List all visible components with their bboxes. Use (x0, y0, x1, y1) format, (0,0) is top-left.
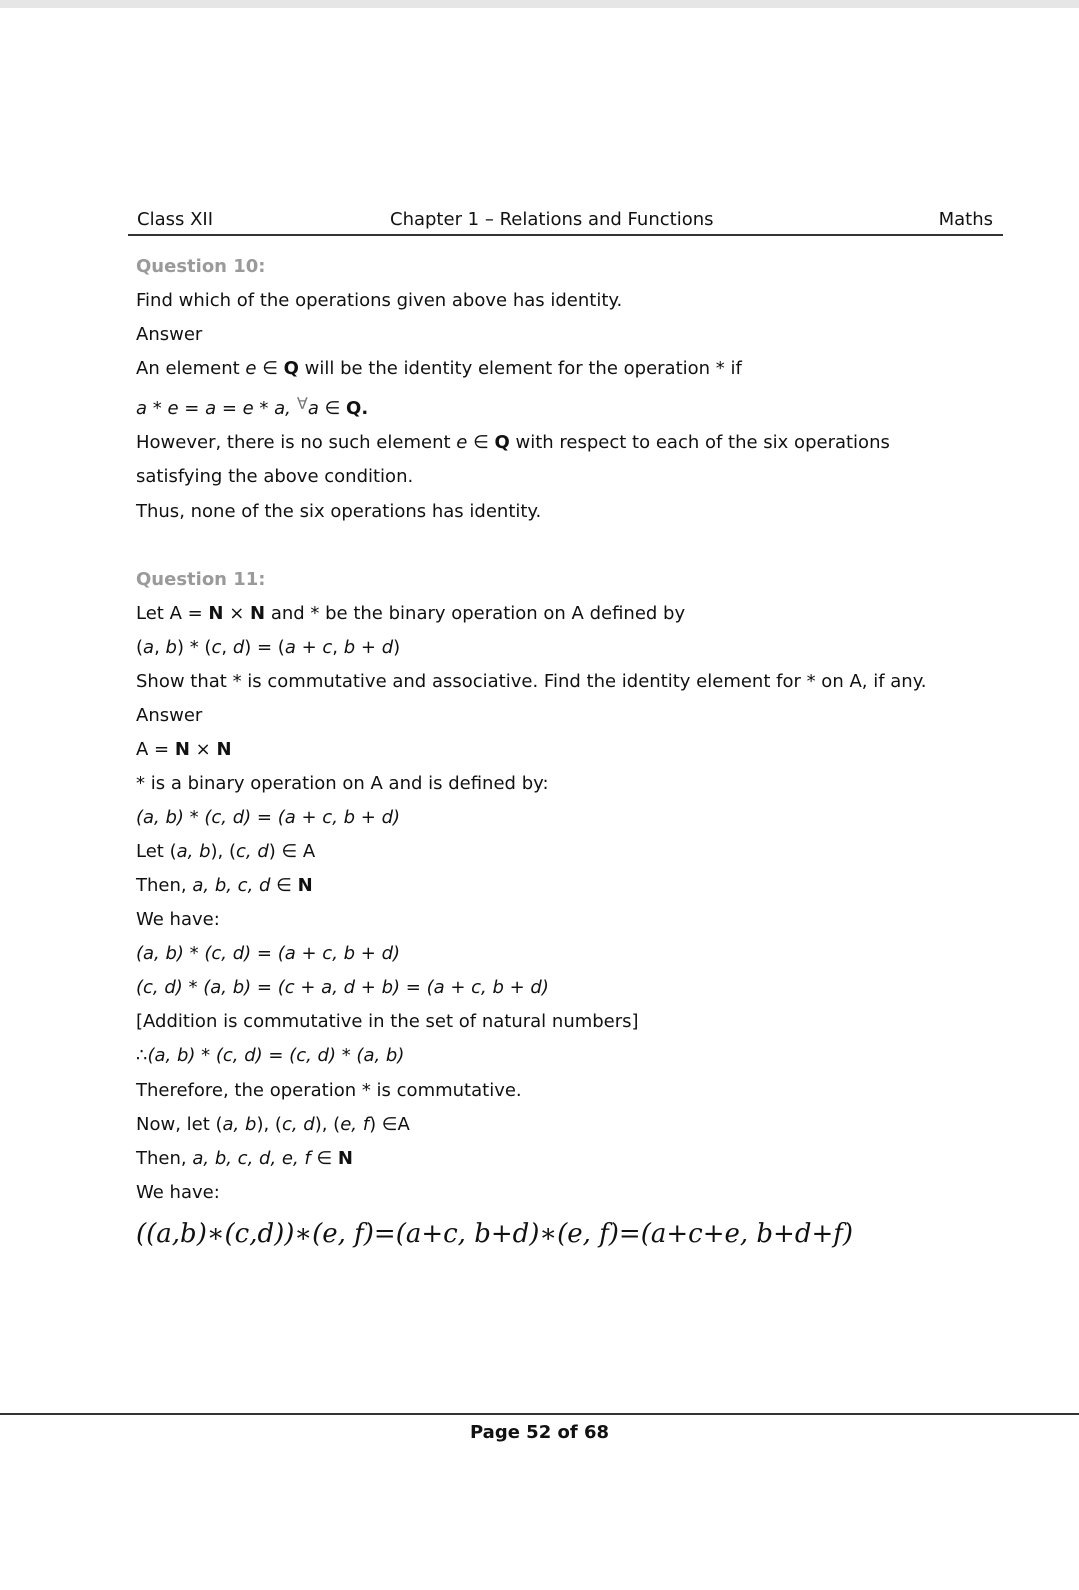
text: Then, (136, 875, 193, 896)
var: d (381, 637, 394, 658)
text: ) ∈A (369, 1114, 410, 1135)
set-n: N (208, 603, 224, 624)
set-n: N (174, 739, 190, 760)
text: Now, let ( (136, 1114, 223, 1135)
set-n: N (337, 1148, 353, 1169)
plus: + (355, 637, 382, 658)
question-10-answer-line-1 (136, 357, 742, 381)
set-q: Q (494, 432, 510, 453)
var: a (143, 637, 155, 658)
set-q: Q (283, 358, 299, 379)
operator: ) * ( (176, 637, 212, 658)
variable-e: e (245, 358, 257, 379)
text: Let ( (136, 841, 177, 862)
vars: a, b (176, 841, 211, 862)
answer-definition: (a, b) * (c, d) = (a + c, b + d) (136, 807, 401, 828)
text: ) ∈ A (268, 841, 316, 862)
variable-e: e (456, 432, 468, 453)
set-q: Q (346, 398, 362, 419)
top-band (0, 0, 1079, 8)
identity-equation: a * e = a = e * a, (136, 398, 291, 419)
answer-set-definition (136, 738, 232, 762)
question-10-answer-line-4: satisfying the above condition. (136, 466, 414, 487)
answer-binary-line: * is a binary operation on A and is defined by: (136, 773, 549, 794)
text: Let A = (136, 603, 209, 624)
commutative-step-1: (a, b) * (c, d) = (a + c, b + d) (136, 943, 401, 964)
footer-divider (0, 1413, 1079, 1415)
comma: , (332, 637, 344, 658)
text: ), ( (256, 1114, 282, 1135)
question-11-answer-label: Answer (136, 705, 203, 726)
times-symbol: × (223, 603, 251, 624)
var: c (211, 637, 222, 658)
commutative-step-2: (c, d) * (a, b) = (c + a, d + b) = (a + c, b + d) (136, 977, 549, 998)
period: . (361, 398, 369, 419)
element-of-symbol: ∈ (270, 875, 298, 896)
question-11-definition (136, 636, 400, 660)
commutative-conclusion: Therefore, the operation * is commutative. (136, 1080, 522, 1101)
commutative-note: [Addition is commutative in the set of natural numbers] (136, 1011, 639, 1032)
comma: , (154, 637, 166, 658)
vars: a, b, c, d, e, f (192, 1148, 311, 1169)
paren: ( (136, 637, 144, 658)
vars: c, d (281, 1114, 315, 1135)
comma: , (221, 637, 233, 658)
question-10-conclusion: Thus, none of the six operations has identity. (136, 501, 542, 522)
class-label: Class XII (137, 209, 214, 230)
answer-now-let-line (136, 1113, 410, 1137)
element-of-symbol: ∈ (256, 358, 284, 379)
answer-then-line (136, 874, 313, 898)
var: c (322, 637, 333, 658)
answer-then-line-2 (136, 1147, 353, 1171)
question-10-answer-line-3 (136, 431, 890, 455)
var: a (284, 637, 296, 658)
question-10-prompt: Find which of the operations given above has identity. (136, 290, 623, 311)
var: d (232, 637, 245, 658)
associative-equation: ((a,b)∗(c,d))∗(e, f)=(a+c, b+d)∗(e, f)=(a+c+e, b+d+f) (136, 1219, 854, 1249)
for-all-symbol: ∀ (296, 394, 308, 413)
text: Then, (136, 1148, 193, 1169)
answer-we-have-1: We have: (136, 909, 220, 930)
subject-label: Maths (938, 209, 993, 230)
vars: c, d (236, 841, 269, 862)
page-header (128, 206, 1003, 236)
text: A = (136, 739, 175, 760)
chapter-title: Chapter 1 – Relations and Functions (390, 209, 714, 230)
variable-a: a (307, 398, 319, 419)
answer-we-have-2: We have: (136, 1182, 220, 1203)
vars: a, b, c, d (192, 875, 271, 896)
text: and * be the binary operation on A defined by (265, 603, 686, 624)
vars: a, b (222, 1114, 257, 1135)
element-of-symbol: ∈ (310, 1148, 338, 1169)
element-of-symbol: ∈ (318, 398, 347, 419)
text: ), ( (210, 841, 236, 862)
text: ), ( (314, 1114, 341, 1135)
operator: ) = ( (244, 637, 285, 658)
set-n: N (297, 875, 313, 896)
question-10-heading: Question 10: (136, 256, 266, 277)
text: will be the identity element for the operation * if (298, 358, 742, 379)
var: b (165, 637, 177, 658)
vars: e, f (340, 1114, 370, 1135)
set-n: N (216, 739, 232, 760)
question-10-identity-condition (136, 394, 369, 421)
paren: ) (393, 637, 401, 658)
text: An element (136, 358, 246, 379)
element-of-symbol: ∈ (467, 432, 495, 453)
page-number: Page 52 of 68 (469, 1422, 610, 1443)
question-10-answer-label: Answer (136, 324, 203, 345)
times-symbol: × (189, 739, 217, 760)
var: b (343, 637, 356, 658)
text: with respect to each of the six operations (509, 432, 890, 453)
question-11-prompt-1 (136, 602, 685, 626)
text: However, there is no such element (136, 432, 457, 453)
therefore-line: ∴(a, b) * (c, d) = (c, d) * (a, b) (136, 1045, 405, 1066)
question-11-prompt-2: Show that * is commutative and associative. Find the identity element for * on A, if any. (136, 671, 927, 692)
plus: + (295, 637, 323, 658)
question-11-heading: Question 11: (136, 569, 266, 590)
answer-let-line (136, 840, 315, 864)
set-n: N (250, 603, 266, 624)
